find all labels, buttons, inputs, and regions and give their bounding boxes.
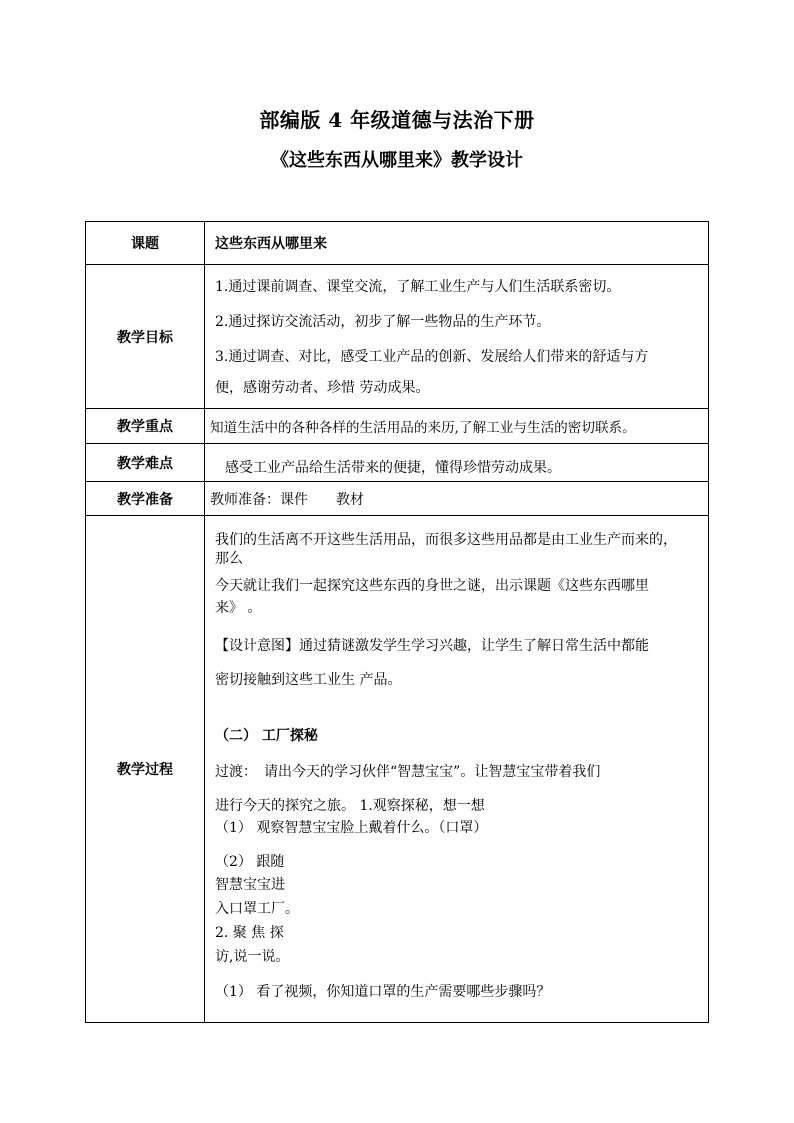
preparation-value: 教师准备：课件 教材 — [205, 482, 709, 516]
objective-1: 1.通过课前调查、课堂交流，了解工业生产与人们生活联系密切。 — [215, 279, 621, 295]
difficulties-label: 教学难点 — [86, 444, 205, 482]
preparation-row — [86, 482, 709, 516]
process-line: 来》 。 — [215, 600, 262, 616]
process-line: 访,说一说。 — [215, 949, 290, 965]
process-line: 过渡： 请出今天的学习伙伴“智慧宝宝”。让智慧宝宝带着我们 — [215, 764, 601, 780]
difficulties-value: 感受工业产品给生活带来的便捷，懂得珍惜劳动成果。 — [205, 444, 709, 482]
objectives-label: 教学目标 — [86, 265, 205, 409]
objectives-row — [86, 265, 709, 409]
process-content — [205, 516, 709, 1023]
objective-3: 3.通过调查、对比，感受工业产品的创新、发展给人们带来的舒适与方 — [215, 349, 649, 365]
objective-2: 2.通过探访交流活动，初步了解一些物品的生产环节。 — [215, 314, 551, 330]
key-points-label: 教学重点 — [86, 409, 205, 444]
document-subtitle: 《这些东西从哪里来》教学设计 — [271, 150, 523, 171]
process-label: 教学过程 — [86, 516, 205, 1023]
preparation-label: 教学准备 — [86, 482, 205, 516]
topic-value: 这些东西从哪里来 — [205, 222, 709, 265]
process-line: （2） 跟随 — [215, 854, 285, 870]
document-title: 部编版 4 年级道德与法治下册 — [259, 108, 535, 132]
process-line: 今天就让我们一起探究这些东西的身世之谜，出示课题《这些东西哪里 — [215, 578, 649, 594]
objective-3-cont: 便，感谢劳动者、珍惜 劳动成果。 — [215, 380, 430, 396]
process-line: （1） 观察智慧宝宝脸上戴着什么。（口罩） — [215, 820, 488, 836]
process-line: 进行今天的探究之旅。 1.观察探秘，想一想 — [215, 798, 485, 814]
process-line: 那么 — [215, 551, 243, 567]
topic-row — [86, 222, 709, 265]
process-line: 入口罩工厂。 — [215, 901, 299, 917]
objectives-content — [205, 265, 709, 409]
process-row — [86, 516, 709, 1023]
process-line: 我们的生活离不开这些生活用品，而很多这些用品都是由工业生产而来的， — [215, 532, 677, 548]
key-points-value: 知道生活中的各种各样的生活用品的来历,了解工业与生活的密切联系。 — [205, 409, 709, 444]
process-line: （1） 看了视频，你知道口罩的生产需要哪些步骤吗？ — [215, 984, 551, 1000]
process-line: 【设计意图】通过猜谜激发学生学习兴趣，让学生了解日常生活中都能 — [215, 638, 649, 654]
process-line: 2. 聚 焦 探 — [215, 925, 284, 941]
difficulties-row — [86, 444, 709, 482]
process-line: 密切接触到这些工业生 产品。 — [215, 672, 402, 688]
section-heading: （二） 工厂探秘 — [215, 728, 318, 744]
lesson-plan-table — [85, 221, 709, 1023]
key-points-row — [86, 409, 709, 444]
process-line: 智慧宝宝进 — [215, 877, 285, 893]
topic-label: 课题 — [86, 222, 205, 265]
